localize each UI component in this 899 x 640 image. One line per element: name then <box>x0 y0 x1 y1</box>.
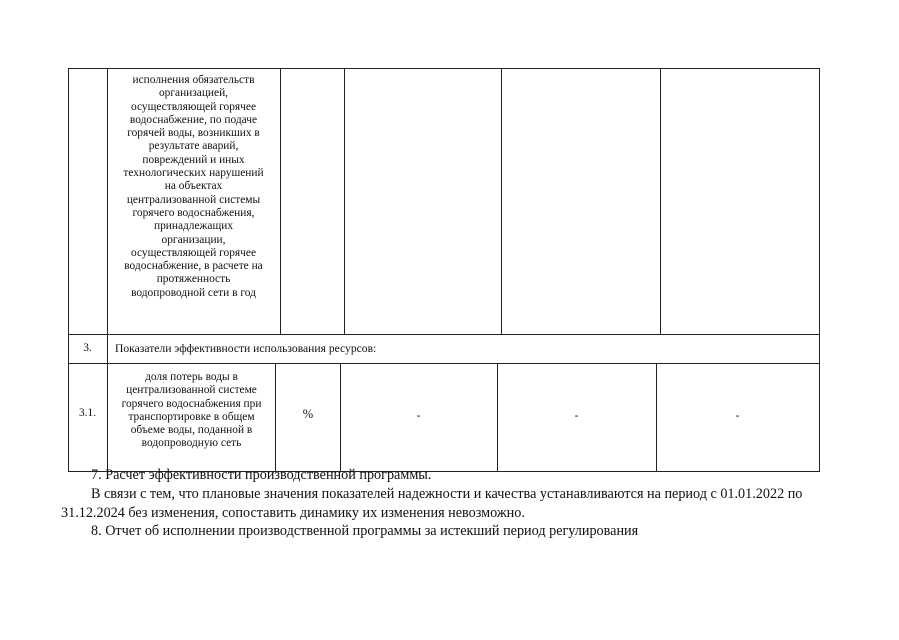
row-divider <box>68 334 820 335</box>
section-7-heading: 7. Расчет эффективности производственной программы. <box>91 467 432 483</box>
description-line: принадлежащих <box>153 220 234 233</box>
col-divider <box>344 68 345 334</box>
row-number: 3.1. <box>78 407 97 419</box>
value-cell: - <box>574 410 579 422</box>
description-line: на объектах <box>164 180 223 193</box>
description-line: водопроводной сети в год <box>131 286 256 299</box>
indicators-table <box>68 68 820 472</box>
description-line: доля потерь воды в <box>145 371 238 383</box>
description-line: водопроводную сеть <box>141 437 242 450</box>
row-divider <box>68 363 820 364</box>
description-line: горячего водоснабжения при <box>121 397 262 410</box>
description-line: организацией, <box>158 87 229 100</box>
col-divider <box>501 68 502 334</box>
value-cell: - <box>735 410 740 422</box>
indicator-description <box>109 371 274 451</box>
unit-cell: % <box>302 407 314 421</box>
description-line: водоснабжение, в расчете на <box>124 260 263 273</box>
description-line: осуществляющей горячее <box>130 100 256 113</box>
description-line: исполнения обязательств <box>132 74 255 86</box>
description-line: технологических нарушений <box>123 167 264 180</box>
description-line: горячего водоснабжения, <box>132 206 255 219</box>
section-8-heading: 8. Отчет об исполнении производственной программы за истекший период регулирования <box>91 523 639 539</box>
description-line: осуществляющей горячее <box>130 246 256 259</box>
description-line: транспортировке в общем <box>128 410 255 423</box>
value-cell: - <box>416 410 421 422</box>
col-divider <box>660 68 661 334</box>
description-line: централизованной системы <box>126 193 261 206</box>
description-line: горячей воды, возникших в <box>127 127 260 140</box>
description-line: организации, <box>161 233 226 246</box>
table-right-border <box>819 68 820 472</box>
col-divider <box>107 334 108 363</box>
description-line: результате аварий, <box>148 140 239 153</box>
description-line: протяженность <box>156 273 231 286</box>
indicator-description-continued <box>109 74 278 300</box>
description-line: повреждений и иных <box>142 153 245 166</box>
table-top-border <box>68 68 820 69</box>
description-line: водоснабжение, по подаче <box>129 113 258 126</box>
body-paragraph-line: В связи с тем, что плановые значения показателей надежности и качества устанавливаются на период с 01.01.2022 по <box>91 486 803 502</box>
description-line: централизованной системе <box>126 384 257 397</box>
description-line: объеме воды, поданной в <box>130 424 253 437</box>
section-number: 3. <box>83 342 92 354</box>
col-divider <box>280 68 281 334</box>
body-paragraph-line: 31.12.2024 без изменения, сопоставить динамику их изменения невозможно. <box>61 505 525 521</box>
section-title: Показатели эффективности использования ресурсов: <box>115 342 377 355</box>
